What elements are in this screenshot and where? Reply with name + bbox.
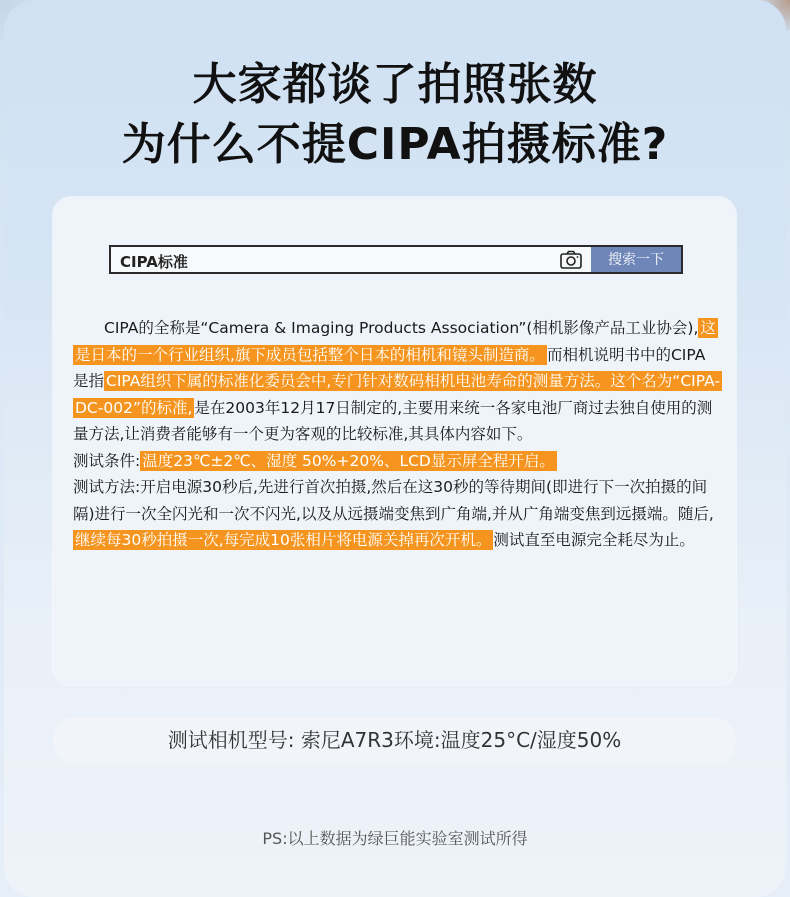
intro-text-3: 是在2003年12月17日制定的,主要用来统一各家电池厂商过去独自使用的测量方法,让消费者能够有一个更为客观的比较标准,其具体内容如下。: [73, 398, 713, 443]
intro-text: CIPA的全称是“Camera & Imaging Products Association”(相机影像产品工业协会),: [104, 319, 699, 337]
article-body: [73, 315, 720, 554]
page-title-line2: 为什么不提CIPA拍摄标准?: [121, 119, 669, 170]
method-text: 测试方法:开启电源30秒后,先进行首次拍摄,然后在这30秒的等待期间(即进行下一次拍摄的间隔)进行一次全闪光和一次不闪光,以及从远摄端变焦到广角端,并从广角端变焦到远摄端。随后,: [73, 478, 714, 523]
condition-paragraph: [73, 448, 720, 475]
search-bar[interactable]: [109, 245, 683, 274]
page-title-line1: 大家都谈了拍照张数: [192, 59, 598, 110]
method-text-end: 测试直至电源完全耗尽为止。: [493, 531, 695, 549]
camera-icon[interactable]: [558, 249, 584, 271]
condition-label: 测试条件:: [73, 451, 141, 470]
highlight-cipa-standard: CIPA组织下属的标准化委员会中,专门针对数码相机电池寿命的测量方法。这个名为“CIPA-DC-002”的标准,: [75, 372, 720, 417]
search-button[interactable]: 搜索一下: [591, 247, 681, 272]
highlight-condition: 温度23℃±2℃、湿度 50%+20%、LCD显示屏全程开启。: [142, 451, 555, 470]
highlight-method: 继续每30秒拍摄一次,每完成10张相片将电源关掉再次开机。: [75, 531, 492, 549]
highlight-cipa-org: 这是日本的一个行业组织,旗下成员包括整个日本的相机和镜头制造商。: [75, 319, 716, 364]
article-card: [53, 197, 736, 685]
method-paragraph: [73, 474, 720, 554]
search-input[interactable]: CIPA标准: [120, 253, 188, 271]
test-spec-banner: 测试相机型号: 索尼A7R3环境:温度25°C/湿度50%: [53, 717, 736, 764]
footnote: PS:以上数据为绿巨能实验室测试所得: [262, 829, 528, 848]
intro-text-2: 而相机说明书中的CIPA是指: [73, 345, 706, 390]
intro-paragraph: [73, 315, 720, 448]
